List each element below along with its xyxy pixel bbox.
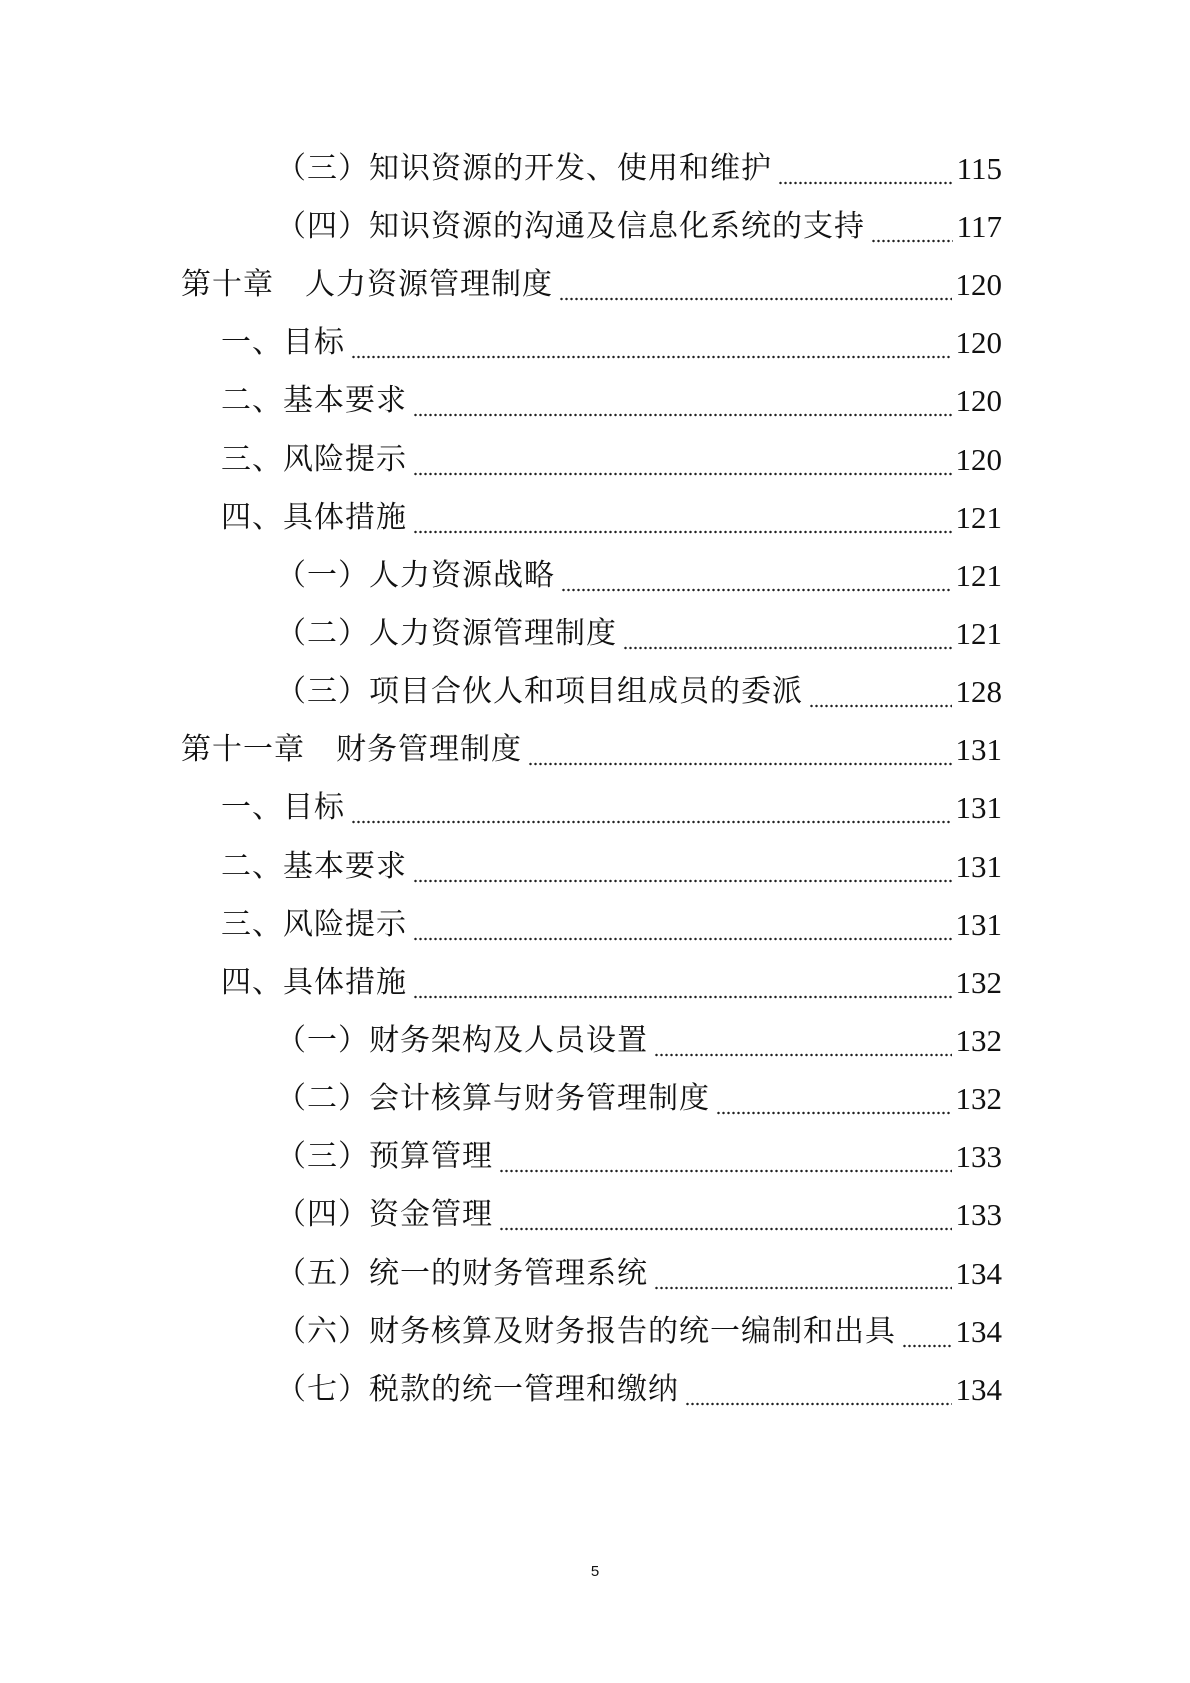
toc-entry[interactable]: [221, 843, 1002, 887]
toc-dot-leader: [413, 440, 952, 480]
toc-entry-title: （一）财务架构及人员设置: [276, 1023, 648, 1058]
toc-entry[interactable]: [276, 552, 1002, 596]
toc-entry-title: （一）人力资源战略: [276, 558, 555, 593]
toc-entry-title: 一、目标: [221, 325, 345, 360]
toc-dot-leader: [351, 788, 952, 828]
toc-dot-leader: [413, 847, 952, 887]
toc-dot-leader: [871, 207, 953, 247]
toc-entry-title: （二）人力资源管理制度: [276, 616, 617, 651]
toc-entry-page: 121: [955, 616, 1002, 651]
toc-entry[interactable]: [221, 377, 1002, 421]
toc-entry-page: 120: [955, 442, 1002, 477]
toc-entry-title: 第十一章 财务管理制度: [181, 732, 522, 767]
toc-entry-title: 三、风险提示: [221, 442, 407, 477]
toc-entry-title: （四）知识资源的沟通及信息化系统的支持: [276, 209, 865, 244]
toc-dot-leader: [685, 1370, 952, 1410]
toc-entry-title: （二）会计核算与财务管理制度: [276, 1081, 710, 1116]
toc-entry-title: 一、目标: [221, 790, 345, 825]
toc-dot-leader: [413, 498, 952, 538]
toc-dot-leader: [413, 963, 952, 1003]
toc-dot-leader: [499, 1195, 952, 1235]
toc-entry-title: 四、具体措施: [221, 500, 407, 535]
toc-entry-title: 四、具体措施: [221, 965, 407, 1000]
toc-entry[interactable]: [276, 668, 1002, 712]
toc-entry-page: 133: [955, 1197, 1002, 1232]
toc-entry-page: 134: [955, 1314, 1002, 1349]
toc-entry-title: （三）知识资源的开发、使用和维护: [276, 151, 772, 186]
toc-entry[interactable]: [276, 145, 1002, 189]
toc-dot-leader: [561, 556, 952, 596]
toc-entry[interactable]: [276, 1191, 1002, 1235]
toc-entry-title: （五）统一的财务管理系统: [276, 1256, 648, 1291]
toc-entry-title: 二、基本要求: [221, 383, 407, 418]
toc-entry[interactable]: [221, 319, 1002, 363]
toc-dot-leader: [413, 381, 952, 421]
toc-entry-title: （七）税款的统一管理和缴纳: [276, 1372, 679, 1407]
toc-entry-page: 120: [955, 383, 1002, 418]
toc-entry[interactable]: [221, 959, 1002, 1003]
toc-entry[interactable]: [276, 1308, 1002, 1352]
toc-entry[interactable]: [221, 494, 1002, 538]
toc-entry[interactable]: [276, 1017, 1002, 1061]
toc-dot-leader: [499, 1137, 952, 1177]
toc-entry-page: 131: [955, 790, 1002, 825]
toc-entry-chapter[interactable]: [181, 726, 1002, 770]
toc-entry-page: 121: [955, 500, 1002, 535]
toc-entry-page: 120: [955, 325, 1002, 360]
toc-entry-title: （四）资金管理: [276, 1197, 493, 1232]
toc-entry[interactable]: [276, 1075, 1002, 1119]
toc-entry-page: 131: [955, 907, 1002, 942]
toc-entry-title: 二、基本要求: [221, 849, 407, 884]
toc-dot-leader: [654, 1254, 952, 1294]
toc-entry-page: 121: [955, 558, 1002, 593]
toc-entry-page: 115: [956, 151, 1002, 186]
toc-entry-page: 134: [955, 1372, 1002, 1407]
toc-entry[interactable]: [276, 1133, 1002, 1177]
toc-dot-leader: [623, 614, 952, 654]
toc-dot-leader: [528, 730, 952, 770]
toc-dot-leader: [902, 1312, 952, 1352]
toc-entry-page: 117: [956, 209, 1002, 244]
toc-entry[interactable]: [221, 436, 1002, 480]
toc-entry-title: （六）财务核算及财务报告的统一编制和出具: [276, 1314, 896, 1349]
toc-entry-page: 131: [955, 732, 1002, 767]
toc-entry-page: 133: [955, 1139, 1002, 1174]
toc-entry[interactable]: [276, 610, 1002, 654]
toc-dot-leader: [351, 323, 952, 363]
toc-entry-chapter[interactable]: [181, 261, 1002, 305]
toc-dot-leader: [809, 672, 952, 712]
toc-entry-page: 131: [955, 849, 1002, 884]
toc-entry-page: 132: [955, 1023, 1002, 1058]
toc-entry-page: 132: [955, 965, 1002, 1000]
toc-entry-page: 120: [955, 267, 1002, 302]
toc-entry[interactable]: [276, 1250, 1002, 1294]
toc-dot-leader: [413, 905, 952, 945]
toc-entry[interactable]: [221, 901, 1002, 945]
toc-dot-leader: [716, 1079, 952, 1119]
toc-entry-title: （三）项目合伙人和项目组成员的委派: [276, 674, 803, 709]
toc-dot-leader: [559, 265, 952, 305]
toc-entry[interactable]: [221, 784, 1002, 828]
toc-entry[interactable]: [276, 1366, 1002, 1410]
page-number: 5: [590, 1563, 600, 1580]
toc-entry-title: 第十章 人力资源管理制度: [181, 267, 553, 302]
toc-dot-leader: [654, 1021, 952, 1061]
toc-entry-title: （三）预算管理: [276, 1139, 493, 1174]
toc-entry-page: 132: [955, 1081, 1002, 1116]
toc-entry-page: 134: [955, 1256, 1002, 1291]
toc-entry-title: 三、风险提示: [221, 907, 407, 942]
toc-dot-leader: [778, 149, 953, 189]
toc-entry[interactable]: [276, 203, 1002, 247]
toc-entry-page: 128: [955, 674, 1002, 709]
